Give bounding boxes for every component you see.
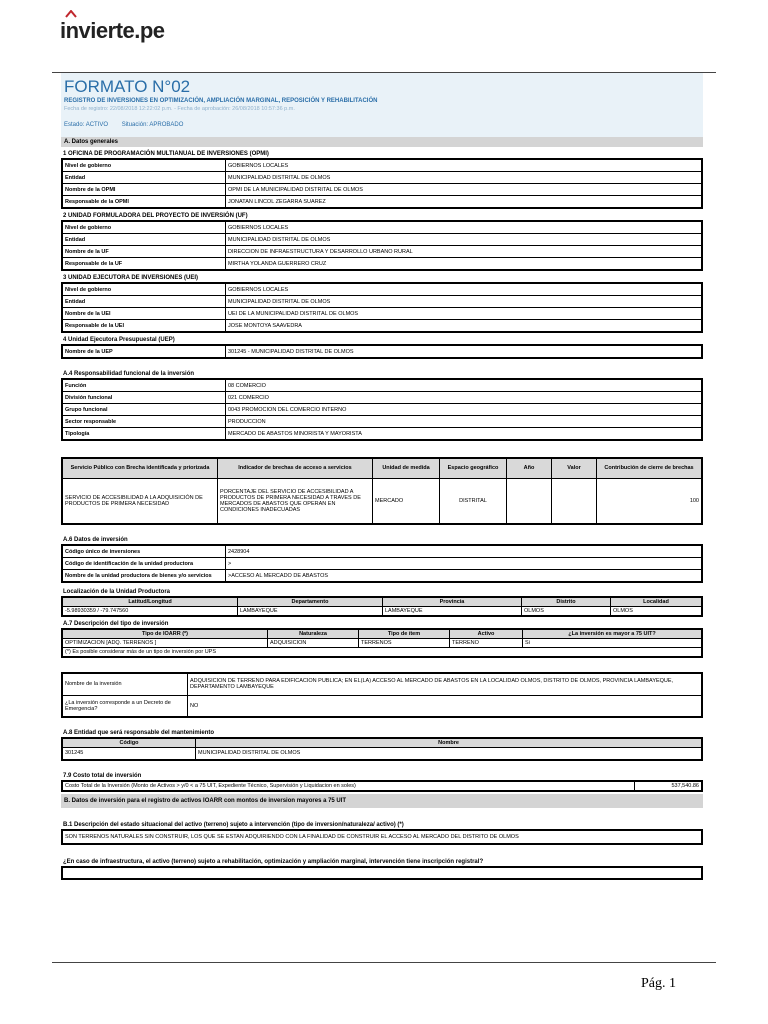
row-label: Nivel de gobierno [62, 283, 226, 296]
uep-title: 4 Unidad Ejecutora Presupuestal (UEP) [63, 337, 175, 343]
table-row [62, 308, 702, 320]
row-value: JONATAN LINCOL ZEGARRA SUAREZ [226, 196, 703, 209]
row-label: Sector responsable [62, 416, 226, 428]
row-value: MUNICIPALIDAD DISTRITAL DE OLMOS [226, 234, 703, 246]
table-cell: -5.98930359 / -79.747560 [62, 607, 238, 617]
a8-title: A.8 Entidad que será responsable del mantenimiento [63, 730, 215, 736]
table-cell: OPTIMIZACION [ADQ. TERRENOS ] [62, 639, 268, 648]
b2-table [61, 866, 703, 880]
situacion-value: APROBADO [149, 122, 184, 128]
table-cell: OLMOS [611, 607, 703, 617]
row-value: UEI DE LA MUNICIPALIDAD DISTRITAL DE OLMOS [226, 308, 703, 320]
table-row [62, 246, 702, 258]
a9-title: 7.9 Costo total de inversión [63, 772, 142, 779]
uf-title: 2 UNIDAD FORMULADORA DEL PROYECTO DE INVERSIÓN (UF) [63, 213, 248, 219]
row-label: Tipología [62, 428, 226, 441]
table-row [62, 172, 702, 184]
row-value: 08 COMERCIO [226, 379, 703, 392]
opmi-table [61, 158, 703, 209]
column-header: Tipo de ítem [359, 629, 450, 639]
opmi-title: 1 OFICINA DE PROGRAMACIÓN MULTIANUAL DE INVERSIONES (OPMI) [63, 151, 269, 157]
a6-title: A.6 Datos de inversión [63, 537, 128, 543]
row-label: Código de identificación de la unidad productora [62, 558, 226, 570]
table-row [62, 258, 702, 271]
column-header: Activo [450, 629, 523, 639]
loc-table [61, 596, 703, 617]
table-cell: DISTRITAL [440, 478, 507, 524]
uei-title: 3 UNIDAD EJECUTORA DE INVERSIONES (UEI) [63, 275, 199, 281]
column-header: Unidad de medida [373, 458, 440, 478]
row-label: Responsable de la OPMI [62, 196, 226, 209]
form-title: FORMATO N°02 [64, 77, 191, 96]
uf-table [61, 220, 703, 271]
a6-table [61, 544, 703, 583]
table-row [62, 416, 702, 428]
table-cell: PORCENTAJE DEL SERVICIO DE ACCESIBILIDAD A PRODUCTOS DE PRIMERA NECESIDAD A TRAVES DE MERCADOS DE ABASTOS QUE OPERAN EN CONDICIONES INADECUADAS [218, 478, 373, 524]
section-b-bar: B. Datos de inversión para el registro de activos IOARR con montos de inversion mayores a 75 UIT [61, 794, 703, 808]
column-header: Valor [552, 458, 597, 478]
a7-table [61, 628, 703, 658]
table-row [62, 607, 702, 617]
row-value: 0043 PROMOCION DEL COMERCIO INTERNO [226, 404, 703, 416]
table-row [62, 184, 702, 196]
table-row [62, 379, 702, 392]
table-row [62, 639, 702, 648]
table-row [62, 234, 702, 246]
row-value: 2428904 [226, 545, 703, 558]
row-label: Grupo funcional [62, 404, 226, 416]
a9-value: 537,540.86 [635, 781, 703, 791]
a8-code: 301245 [62, 748, 196, 760]
b2-title: ¿En caso de infraestructura, el activo (terreno) sujeto a rehabilitación, optimización y ampliación marginal, intervención tiene inscripción registral? [63, 858, 484, 865]
table-row [62, 283, 702, 296]
row-label: Responsable de la UF [62, 258, 226, 271]
a9-table [61, 780, 703, 792]
column-header: Latitud/Longitud [62, 597, 238, 607]
table-row [62, 545, 702, 558]
uei-table [61, 282, 703, 333]
row-value: DIRECCION DE INFRAESTRUCTURA Y DESARROLLO URBANO RURAL [226, 246, 703, 258]
row-value: > [226, 558, 703, 570]
a8-name: MUNICIPALIDAD DISTRITAL DE OLMOS [196, 748, 703, 760]
a4-title: A.4 Responsabilidad funcional de la inversión [63, 371, 195, 377]
row-value: MIRTHA YOLANDA GUERRERO CRUZ [226, 258, 703, 271]
form-subtitle: REGISTRO DE INVERSIONES EN OPTIMIZACIÓN, AMPLIACIÓN MARGINAL, REPOSICIÓN Y REHABILITACIÓN [64, 98, 378, 104]
emergencia-label: ¿La inversión corresponde a un Decreto de Emergencia? [62, 695, 188, 717]
table-row [62, 478, 702, 524]
table-cell: MERCADO [373, 478, 440, 524]
row-value: JOSE MONTOYA SAAVEDRA [226, 320, 703, 333]
table-row [62, 196, 702, 209]
table-row [62, 428, 702, 441]
form-status: Estado: ACTIVO Situación: APROBADO [64, 122, 184, 128]
column-header: Servicio Público con Brecha identificada y priorizada [62, 458, 218, 478]
table-cell: TERRENOS [359, 639, 450, 648]
column-header: Naturaleza [268, 629, 359, 639]
table-cell: LAMBAYEQUE [383, 607, 522, 617]
column-header: Distrito [522, 597, 611, 607]
row-value: >ACCESO AL MERCADO DE ABASTOS [226, 570, 703, 583]
table-row [62, 345, 702, 358]
table-cell [552, 478, 597, 524]
column-header: Año [507, 458, 552, 478]
table-row [62, 392, 702, 404]
row-label: Nivel de gobierno [62, 221, 226, 234]
row-value: GOBIERNOS LOCALES [226, 283, 703, 296]
column-header: Espacio geográfico [440, 458, 507, 478]
table-cell: LAMBAYEQUE [238, 607, 383, 617]
column-header: Contribución de cierre de brechas [597, 458, 703, 478]
row-value: GOBIERNOS LOCALES [226, 221, 703, 234]
logo-text: invierte.pe [60, 18, 165, 43]
emergencia-value: NO [188, 695, 703, 717]
row-label: Nombre de la OPMI [62, 184, 226, 196]
nombre-label: Nombre de la inversión [62, 673, 188, 695]
table-row [62, 221, 702, 234]
column-header: Indicador de brechas de acceso a servicios [218, 458, 373, 478]
table-cell: ADQUISICION [268, 639, 359, 648]
row-value: MUNICIPALIDAD DISTRITAL DE OLMOS [226, 296, 703, 308]
row-label: Entidad [62, 172, 226, 184]
row-label: Responsable de la UEI [62, 320, 226, 333]
b1-value: SON TERRENOS NATURALES SIN CONSTRUIR, LOS QUE SE ESTAN ADQUIRIENDO CON LA FINALIDAD DE CONSTRUIR EL ACCESO AL MERCADO DEL DISTRITO DE OLMOS [62, 830, 702, 844]
loc-title: Localización de la Unidad Productora [63, 589, 171, 595]
brechas-table [61, 457, 703, 525]
section-a-bar: A. Datos generales [61, 137, 703, 147]
row-label: Nombre de la UF [62, 246, 226, 258]
row-value: 301245 - MUNICIPALIDAD DISTRITAL DE OLMOS [226, 345, 703, 358]
b1-title: B.1 Descripción del estado situacional del activo (terreno) sujeto a intervención (tipo de inversion/naturaleza/ activo) (*) [63, 821, 404, 828]
row-label: Código único de inversiones [62, 545, 226, 558]
a7-title: A.7 Descripción del tipo de inversión [63, 621, 169, 627]
invierte-logo [60, 18, 165, 44]
row-label: Nombre de la UEI [62, 308, 226, 320]
a7-note: (*) Es posible considerar más de un tipo de inversión por UPS [62, 648, 702, 658]
row-label: División funcional [62, 392, 226, 404]
column-header: Tipo de IOARR (*) [62, 629, 268, 639]
estado-value: ACTIVO [85, 122, 109, 128]
row-label: Función [62, 379, 226, 392]
column-header: Localidad [611, 597, 703, 607]
column-header: Provincia [383, 597, 522, 607]
page-number: Pág. 1 [641, 976, 676, 991]
table-row [62, 320, 702, 333]
row-label: Entidad [62, 296, 226, 308]
row-value: PRODUCCION [226, 416, 703, 428]
table-row [62, 296, 702, 308]
table-row [62, 159, 702, 172]
row-value: OPMI DE LA MUNICIPALIDAD DISTRITAL DE OLMOS [226, 184, 703, 196]
a9-label: Costo Total de la Inversión (Monto de Activos > y/0 < a 75 UIT, Expediente Técnico, Supervisión y Liquidacion en soles) [62, 781, 635, 791]
row-value: MERCADO DE ABASTOS MINORISTA Y MAYORISTA [226, 428, 703, 441]
table-cell: OLMOS [522, 607, 611, 617]
row-value: 021 COMERCIO [226, 392, 703, 404]
logo-mark-icon [65, 10, 77, 18]
a4-table [61, 378, 703, 441]
row-label: Nombre de la UEP [62, 345, 226, 358]
row-value: MUNICIPALIDAD DISTRITAL DE OLMOS [226, 172, 703, 184]
form-dates: Fecha de registro: 22/08/2018 12:22:02 p.m. - Fecha de aprobación: 26/08/2018 10:57:36 p.m. [64, 106, 295, 112]
column-header: Departamento [238, 597, 383, 607]
a8-table: Código Nombre 301245 MUNICIPALIDAD DISTRITAL DE OLMOS [61, 737, 703, 761]
b1-table [61, 829, 703, 845]
table-row [62, 404, 702, 416]
row-label: Nivel de gobierno [62, 159, 226, 172]
nombre-table [61, 672, 703, 718]
table-cell: 100 [597, 478, 703, 524]
bottom-rule [52, 962, 716, 963]
table-cell: TERRENO [450, 639, 523, 648]
row-label: Nombre de la unidad productora de bienes y/o servicios [62, 570, 226, 583]
nombre-value: ADQUISICION DE TERRENO PARA EDIFICACION PUBLICA; EN EL(LA) ACCESO AL MERCADO DE ABASTOS EN LA LOCALIDAD OLMOS, DISTRITO DE OLMOS, PROVINCIA LAMBAYEQUE, DEPARTAMENTO LAMBAYEQUE [188, 673, 703, 695]
uep-table [61, 344, 703, 359]
form-header [61, 73, 703, 137]
document [61, 73, 703, 880]
table-row [62, 558, 702, 570]
b2-value [62, 867, 702, 879]
table-cell [507, 478, 552, 524]
table-cell: Si [523, 639, 703, 648]
row-value: GOBIERNOS LOCALES [226, 159, 703, 172]
table-row [62, 570, 702, 583]
column-header: ¿La inversión es mayor a 75 UIT? [523, 629, 703, 639]
table-cell: SERVICIO DE ACCESIBILIDAD A LA ADQUISICIÓN DE PRODUCTOS DE PRIMERA NECESIDAD [62, 478, 218, 524]
row-label: Entidad [62, 234, 226, 246]
